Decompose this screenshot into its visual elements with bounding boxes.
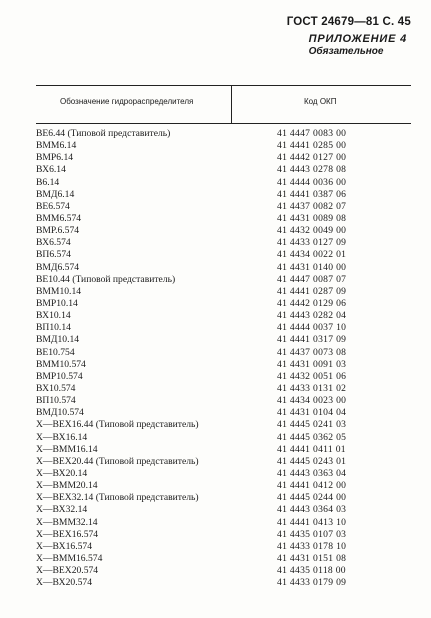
okp-code-cell: 41 4444 0037 10 [277,322,347,334]
okp-code-cell: 41 4435 0107 03 [277,528,347,540]
okp-code-cell: 41 4431 0089 08 [277,212,347,224]
designation-cell: ВМД6.574 [36,261,80,273]
table-row [36,395,411,407]
okp-code-cell: 41 4431 0140 00 [277,261,347,273]
designation-cell: Х—ВЕХ16.574 [36,528,99,540]
table-row [36,517,411,529]
okp-code-cell: 41 4441 0412 00 [277,480,347,492]
designation-cell: ВМР10.14 [36,297,78,309]
table-row [36,286,411,298]
okp-code-cell: 41 4431 0151 08 [277,552,347,564]
appendix-subtitle: Обязательное [308,46,384,57]
designation-cell: ВММ6.14 [36,140,77,152]
designation-cell: ВМД6.14 [36,188,75,200]
table-row [36,529,411,541]
okp-code-cell: 41 4433 0179 09 [277,577,347,589]
designation-cell: ВМР10.574 [36,370,83,382]
column-divider [231,86,232,123]
designation-cell: Х—ВХ20.14 [36,467,88,479]
table-header [36,85,411,124]
okp-code-cell: 41 4447 0083 00 [277,128,347,139]
designation-cell: Х—ВЕХ16.44 (Типовой представитель) [36,419,199,431]
okp-code-cell: 41 4431 0104 04 [277,407,347,419]
designation-cell: Х—ВММ16.574 [36,552,103,564]
table-row [36,541,411,553]
designation-cell: Х—ВХ16.574 [36,540,92,552]
table-row [36,577,411,589]
okp-code-cell: 41 4443 0363 04 [277,467,347,479]
table-row [36,140,411,152]
designation-cell: Х—ВММ16.14 [36,443,98,455]
okp-code-cell: 41 4433 0131 02 [277,382,347,394]
okp-code-cell: 41 4444 0036 00 [277,176,347,188]
okp-code-cell: 41 4442 0127 00 [277,152,347,164]
designation-cell: ВММ10.574 [36,358,86,370]
okp-code-cell: 41 4433 0178 10 [277,540,347,552]
appendix-title: ПРИЛОЖЕНИЕ 4 [308,33,407,45]
designation-cell: Х—ВХ16.14 [36,431,88,443]
table-row [36,334,411,346]
okp-code-cell: 41 4431 0091 03 [277,358,347,370]
okp-code-cell: 41 4445 0243 01 [277,455,347,467]
designation-cell: Х—ВЕХ20.44 (Типовой представитель) [36,455,199,467]
table-row [36,480,411,492]
table-row [36,347,411,359]
appendix-block [309,33,407,57]
okp-code-cell: 41 4443 0364 03 [277,504,347,516]
table-row [36,432,411,444]
column-header-designation: Обозначение гидрораспределителя [60,97,194,106]
designation-cell: ВМД10.574 [36,407,84,419]
okp-code-cell: 41 4441 0413 10 [277,516,347,528]
okp-code-cell: 41 4445 0244 00 [277,492,347,504]
designation-cell: ВП10.574 [36,395,76,407]
okp-code-cell: 41 4434 0023 00 [277,395,347,407]
designation-cell: ВП6.574 [36,249,71,261]
designation-cell: Х—ВЕХ32.14 (Типовой представитель) [36,492,199,504]
okp-code-cell: 41 4434 0022 01 [277,249,347,261]
table-row [36,274,411,286]
designation-cell: ВХ6.14 [36,164,66,176]
table-row [36,152,411,164]
designation-cell: ВММ10.14 [36,285,82,297]
table-row [36,213,411,225]
okp-code-cell: 41 4445 0241 03 [277,419,347,431]
okp-code-cell: 41 4441 0387 06 [277,188,347,200]
table-row [36,407,411,419]
designation-cell: ВЕ6.44 (Типовой представитель) [36,128,171,139]
table-row [36,237,411,249]
table-row [36,383,411,395]
designation-cell: Х—ВХ32.14 [36,504,88,516]
table-row [36,359,411,371]
okp-code-cell: 41 4437 0073 08 [277,346,347,358]
table-row [36,128,411,140]
table-row [36,177,411,189]
table-row [36,504,411,516]
table-row [36,419,411,431]
table-row [36,492,411,504]
table-row [36,468,411,480]
okp-code-cell: 41 4441 0411 01 [277,443,346,455]
table-row [36,553,411,565]
okp-code-cell: 41 4447 0087 07 [277,273,347,285]
okp-code-cell: 41 4432 0051 06 [277,370,347,382]
okp-code-cell: 41 4432 0049 00 [277,225,347,237]
page-header: ГОСТ 24679—81 С. 45 [286,16,411,28]
okp-code-cell: 41 4441 0317 09 [277,334,347,346]
okp-code-cell: 41 4445 0362 05 [277,431,347,443]
table-row [36,456,411,468]
table-row [36,164,411,176]
table-row [36,444,411,456]
table-row [36,201,411,213]
designation-cell: Х—ВММ20.14 [36,480,98,492]
table-body [36,128,411,589]
okp-code-cell: 41 4443 0278 08 [277,164,347,176]
okp-code-cell: 41 4437 0082 07 [277,200,347,212]
designation-cell: ВМР.6.574 [36,225,80,237]
designation-cell: ВХ10.574 [36,382,76,394]
table-row [36,322,411,334]
designation-cell: Х—ВХ20.574 [36,577,92,589]
okp-code-cell: 41 4442 0129 06 [277,297,347,309]
designation-cell: ВММ6.574 [36,212,82,224]
okp-code-cell: 41 4441 0287 09 [277,285,347,297]
designation-cell: Х—ВММ32.14 [36,516,98,528]
okp-code-cell: 41 4443 0282 04 [277,310,347,322]
designation-cell: ВЕ6.574 [36,200,70,212]
table-row [36,371,411,383]
designation-cell: ВХ6.574 [36,237,71,249]
designation-cell: ВХ10.14 [36,310,71,322]
table-row [36,310,411,322]
column-header-okp-code: Код ОКП [304,97,337,106]
okp-code-cell: 41 4433 0127 09 [277,237,347,249]
table-row [36,225,411,237]
table-row [36,298,411,310]
designation-cell: ВМР6.14 [36,152,74,164]
designation-cell: ВЕ10.754 [36,346,75,358]
designation-cell: ВЕ10.44 (Типовой представитель) [36,273,176,285]
designation-cell: Х—ВЕХ20.574 [36,565,99,577]
designation-cell: ВП10.14 [36,322,71,334]
table-row [36,565,411,577]
designation-cell: В6.14 [36,176,60,188]
table-row [36,262,411,274]
table-row [36,189,411,201]
table-row [36,249,411,261]
designation-cell: ВМД10.14 [36,334,80,346]
okp-code-cell: 41 4441 0285 00 [277,140,347,152]
okp-code-cell: 41 4435 0118 00 [277,565,346,577]
